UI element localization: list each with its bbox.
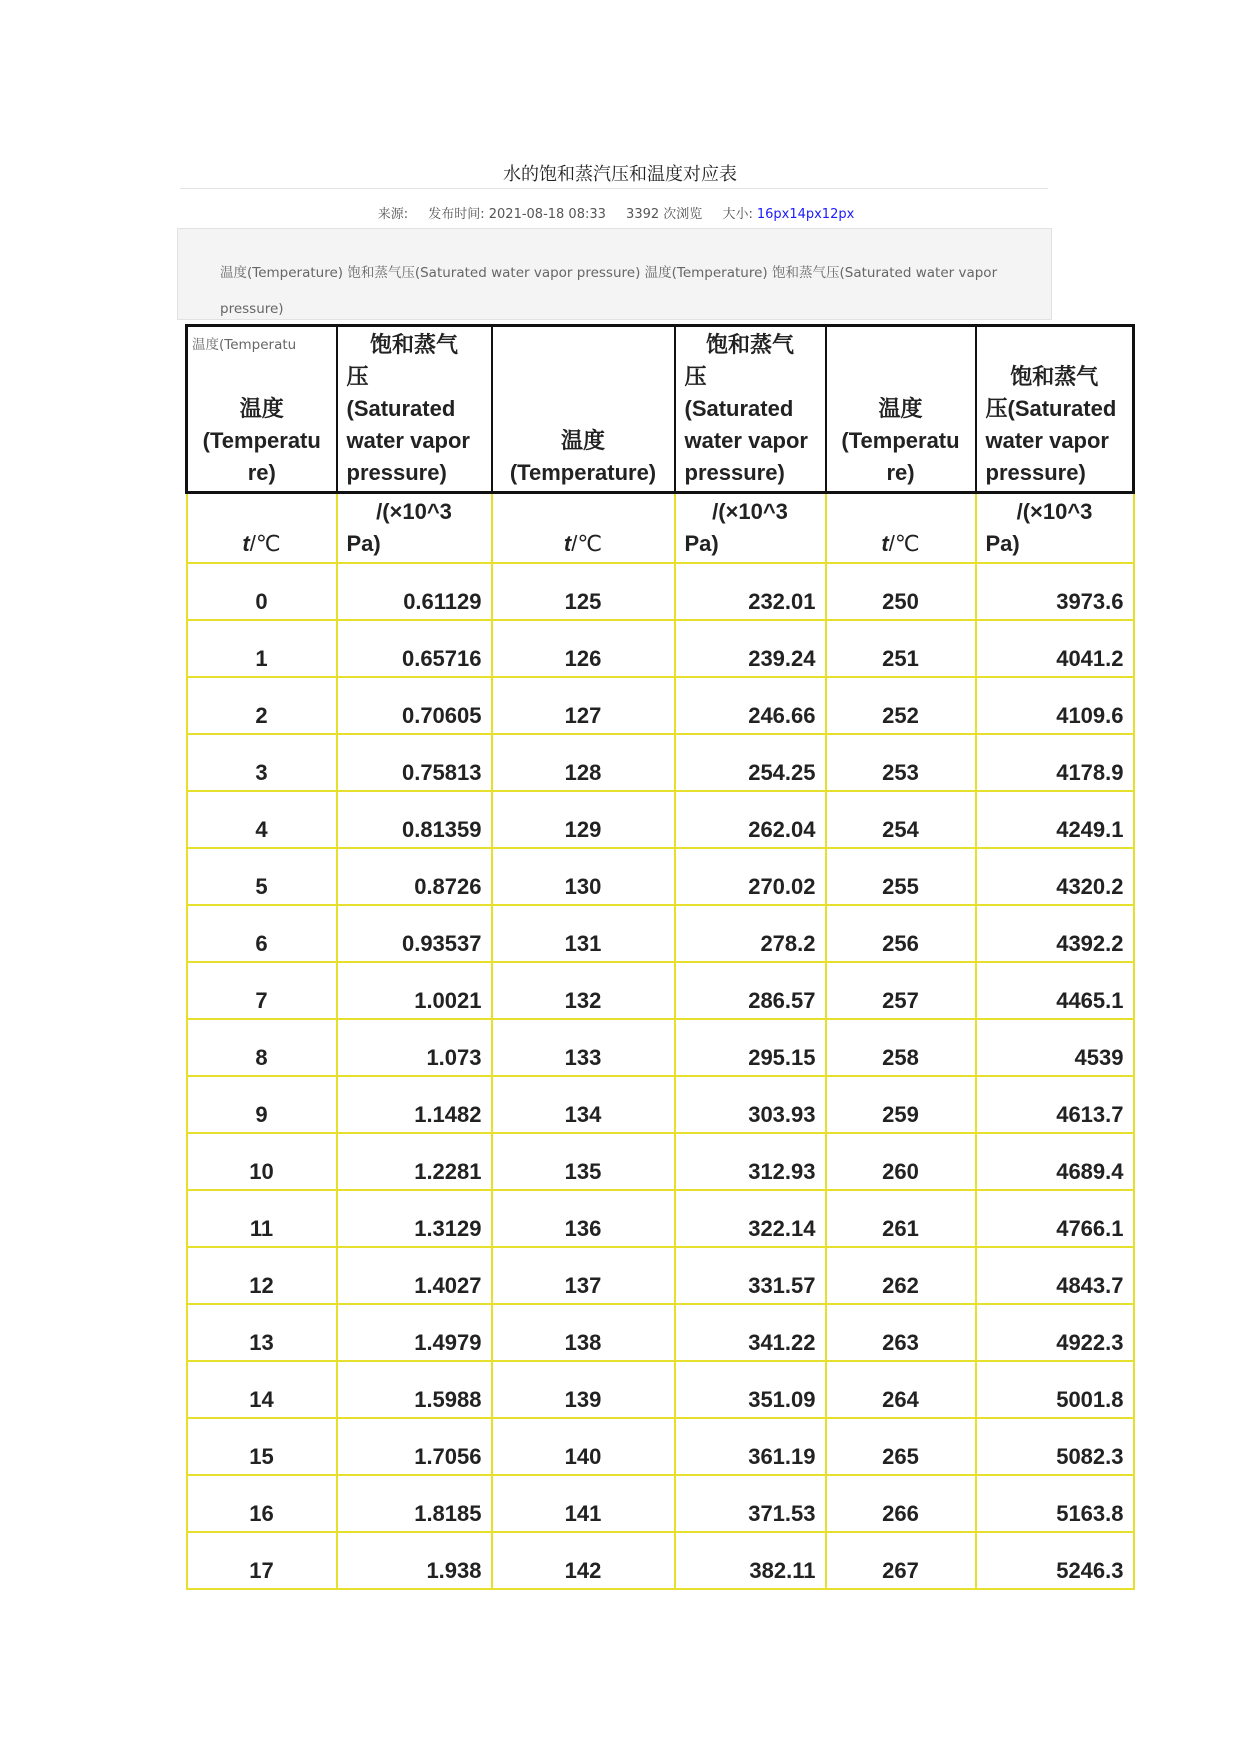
cell-temperature-2: 139 — [492, 1361, 675, 1418]
cell-pressure-2: 295.15 — [675, 1019, 826, 1076]
cell-temperature-3: 254 — [826, 791, 976, 848]
unit-pressure-3: /(×10^3 Pa) — [976, 493, 1134, 564]
cell-pressure-2: 341.22 — [675, 1304, 826, 1361]
cell-pressure-1: 0.81359 — [337, 791, 492, 848]
cell-temperature-3: 252 — [826, 677, 976, 734]
cell-temperature-3: 263 — [826, 1304, 976, 1361]
cell-temperature-2: 138 — [492, 1304, 675, 1361]
unit-pressure-2: /(×10^3 Pa) — [675, 493, 826, 564]
cell-pressure-1: 0.61129 — [337, 563, 492, 620]
cell-pressure-2: 331.57 — [675, 1247, 826, 1304]
cell-temperature-1: 2 — [187, 677, 337, 734]
views-count: 3392 — [626, 207, 660, 222]
cell-pressure-1: 1.7056 — [337, 1418, 492, 1475]
cell-temperature-3: 258 — [826, 1019, 976, 1076]
cell-temperature-3: 267 — [826, 1532, 976, 1589]
cell-pressure-3: 4613.7 — [976, 1076, 1134, 1133]
cell-pressure-3: 4766.1 — [976, 1190, 1134, 1247]
table-header-row — [187, 326, 1134, 493]
table-row — [187, 563, 1134, 620]
cell-temperature-2: 132 — [492, 962, 675, 1019]
header-pressure-3: 饱和蒸气 压(Saturated water vapor pressure) — [976, 326, 1134, 493]
cell-temperature-1: 3 — [187, 734, 337, 791]
cell-temperature-1: 5 — [187, 848, 337, 905]
cell-temperature-1: 16 — [187, 1475, 337, 1532]
summary-box — [177, 228, 1052, 353]
cell-temperature-2: 136 — [492, 1190, 675, 1247]
cell-temperature-2: 134 — [492, 1076, 675, 1133]
cell-temperature-1: 15 — [187, 1418, 337, 1475]
cell-pressure-3: 4178.9 — [976, 734, 1134, 791]
unit-temperature-2: t/℃ — [492, 493, 675, 564]
cell-temperature-1: 12 — [187, 1247, 337, 1304]
cell-pressure-3: 5163.8 — [976, 1475, 1134, 1532]
cell-pressure-2: 270.02 — [675, 848, 826, 905]
cell-pressure-3: 4843.7 — [976, 1247, 1134, 1304]
cell-temperature-3: 251 — [826, 620, 976, 677]
cell-pressure-1: 1.3129 — [337, 1190, 492, 1247]
size-label: 大小: — [722, 207, 753, 222]
cell-temperature-2: 125 — [492, 563, 675, 620]
cell-temperature-2: 140 — [492, 1418, 675, 1475]
header-pressure-1: 饱和蒸气 压 (Saturated water vapor pressure) — [337, 326, 492, 493]
table-row — [187, 1019, 1134, 1076]
cell-pressure-2: 286.57 — [675, 962, 826, 1019]
table-row — [187, 1532, 1134, 1589]
cell-temperature-1: 7 — [187, 962, 337, 1019]
cell-temperature-2: 130 — [492, 848, 675, 905]
cell-pressure-3: 5082.3 — [976, 1418, 1134, 1475]
cell-temperature-1: 6 — [187, 905, 337, 962]
cell-pressure-1: 0.65716 — [337, 620, 492, 677]
cell-pressure-1: 0.93537 — [337, 905, 492, 962]
cell-temperature-1: 1 — [187, 620, 337, 677]
font-size-info — [722, 207, 862, 222]
cell-temperature-2: 129 — [492, 791, 675, 848]
cell-temperature-3: 266 — [826, 1475, 976, 1532]
table-row — [187, 848, 1134, 905]
cell-pressure-2: 262.04 — [675, 791, 826, 848]
cell-temperature-1: 11 — [187, 1190, 337, 1247]
table-row — [187, 1190, 1134, 1247]
cell-pressure-3: 5001.8 — [976, 1361, 1134, 1418]
cell-pressure-1: 0.8726 — [337, 848, 492, 905]
cell-pressure-2: 382.11 — [675, 1532, 826, 1589]
table-row — [187, 962, 1134, 1019]
cell-pressure-1: 1.0021 — [337, 962, 492, 1019]
cell-temperature-3: 257 — [826, 962, 976, 1019]
cell-pressure-1: 0.75813 — [337, 734, 492, 791]
cell-pressure-3: 3973.6 — [976, 563, 1134, 620]
cell-temperature-3: 261 — [826, 1190, 976, 1247]
article-meta — [180, 203, 1060, 222]
cell-pressure-1: 1.2281 — [337, 1133, 492, 1190]
cell-temperature-3: 259 — [826, 1076, 976, 1133]
cell-pressure-2: 278.2 — [675, 905, 826, 962]
views-label: 次浏览 — [663, 207, 703, 222]
cell-pressure-1: 1.938 — [337, 1532, 492, 1589]
page-title: 水的饱和蒸汽压和温度对应表 — [503, 164, 737, 185]
summary-line-2: 温度(Temperatu — [192, 337, 297, 353]
cell-temperature-3: 264 — [826, 1361, 976, 1418]
cell-pressure-2: 312.93 — [675, 1133, 826, 1190]
table-row — [187, 1133, 1134, 1190]
cell-temperature-1: 10 — [187, 1133, 337, 1190]
font-size-links[interactable]: 16px14px12px — [756, 207, 855, 222]
cell-pressure-3: 4392.2 — [976, 905, 1134, 962]
cell-temperature-3: 256 — [826, 905, 976, 962]
published-info — [428, 207, 606, 222]
table-row — [187, 1361, 1134, 1418]
table-row — [187, 677, 1134, 734]
summary-line-1: 温度(Temperature) 饱和蒸气压(Saturated water vapor pressure) 温度(Temperature) 饱和蒸气压(Saturated water vapor pressure) — [220, 265, 998, 317]
cell-temperature-2: 131 — [492, 905, 675, 962]
cell-pressure-1: 1.5988 — [337, 1361, 492, 1418]
cell-pressure-3: 4041.2 — [976, 620, 1134, 677]
table-row — [187, 620, 1134, 677]
cell-temperature-1: 14 — [187, 1361, 337, 1418]
unit-temperature-3: t/℃ — [826, 493, 976, 564]
cell-pressure-3: 5246.3 — [976, 1532, 1134, 1589]
cell-pressure-2: 303.93 — [675, 1076, 826, 1133]
cell-temperature-1: 4 — [187, 791, 337, 848]
cell-pressure-2: 322.14 — [675, 1190, 826, 1247]
cell-temperature-1: 13 — [187, 1304, 337, 1361]
published-label: 发布时间: — [428, 207, 485, 222]
cell-temperature-1: 17 — [187, 1532, 337, 1589]
table-row — [187, 905, 1134, 962]
cell-pressure-3: 4539 — [976, 1019, 1134, 1076]
cell-temperature-2: 141 — [492, 1475, 675, 1532]
cell-temperature-2: 128 — [492, 734, 675, 791]
published-value: 2021-08-18 08:33 — [488, 207, 606, 222]
cell-temperature-3: 265 — [826, 1418, 976, 1475]
cell-temperature-2: 127 — [492, 677, 675, 734]
table-row — [187, 1418, 1134, 1475]
cell-temperature-1: 9 — [187, 1076, 337, 1133]
cell-pressure-3: 4922.3 — [976, 1304, 1134, 1361]
unit-pressure-1: /(×10^3 Pa) — [337, 493, 492, 564]
cell-temperature-2: 142 — [492, 1532, 675, 1589]
cell-temperature-1: 8 — [187, 1019, 337, 1076]
header-temperature-3: 温度 (Temperatu re) — [826, 326, 976, 493]
cell-temperature-2: 135 — [492, 1133, 675, 1190]
cell-temperature-3: 253 — [826, 734, 976, 791]
cell-pressure-1: 1.1482 — [337, 1076, 492, 1133]
cell-pressure-3: 4689.4 — [976, 1133, 1134, 1190]
table-row — [187, 1076, 1134, 1133]
cell-pressure-1: 0.70605 — [337, 677, 492, 734]
cell-pressure-3: 4320.2 — [976, 848, 1134, 905]
cell-pressure-1: 1.8185 — [337, 1475, 492, 1532]
cell-pressure-3: 4109.6 — [976, 677, 1134, 734]
table-unit-row — [187, 493, 1134, 564]
cell-pressure-2: 351.09 — [675, 1361, 826, 1418]
unit-temperature-1: t/℃ — [187, 493, 337, 564]
source-label: 来源: — [377, 207, 409, 222]
vapor-pressure-table — [185, 324, 1135, 1590]
cell-temperature-3: 260 — [826, 1133, 976, 1190]
table-row — [187, 1304, 1134, 1361]
cell-pressure-2: 232.01 — [675, 563, 826, 620]
cell-pressure-2: 371.53 — [675, 1475, 826, 1532]
cell-temperature-3: 250 — [826, 563, 976, 620]
title-divider — [180, 188, 1048, 189]
cell-pressure-2: 246.66 — [675, 677, 826, 734]
table-row — [187, 734, 1134, 791]
cell-pressure-1: 1.073 — [337, 1019, 492, 1076]
table-row — [187, 791, 1134, 848]
header-pressure-2: 饱和蒸气 压 (Saturated water vapor pressure) — [675, 326, 826, 493]
cell-pressure-3: 4465.1 — [976, 962, 1134, 1019]
cell-temperature-2: 126 — [492, 620, 675, 677]
cell-pressure-2: 254.25 — [675, 734, 826, 791]
cell-pressure-1: 1.4027 — [337, 1247, 492, 1304]
cell-temperature-2: 137 — [492, 1247, 675, 1304]
header-temperature-2: 温度 (Temperature) — [492, 326, 675, 493]
cell-temperature-1: 0 — [187, 563, 337, 620]
cell-pressure-3: 4249.1 — [976, 791, 1134, 848]
table-row — [187, 1247, 1134, 1304]
views-info — [626, 207, 702, 222]
cell-temperature-3: 262 — [826, 1247, 976, 1304]
cell-pressure-2: 239.24 — [675, 620, 826, 677]
cell-pressure-2: 361.19 — [675, 1418, 826, 1475]
cell-temperature-2: 133 — [492, 1019, 675, 1076]
header-temperature-1: 温度 (Temperatu re) — [187, 326, 337, 493]
cell-pressure-1: 1.4979 — [337, 1304, 492, 1361]
table-row — [187, 1475, 1134, 1532]
cell-temperature-3: 255 — [826, 848, 976, 905]
